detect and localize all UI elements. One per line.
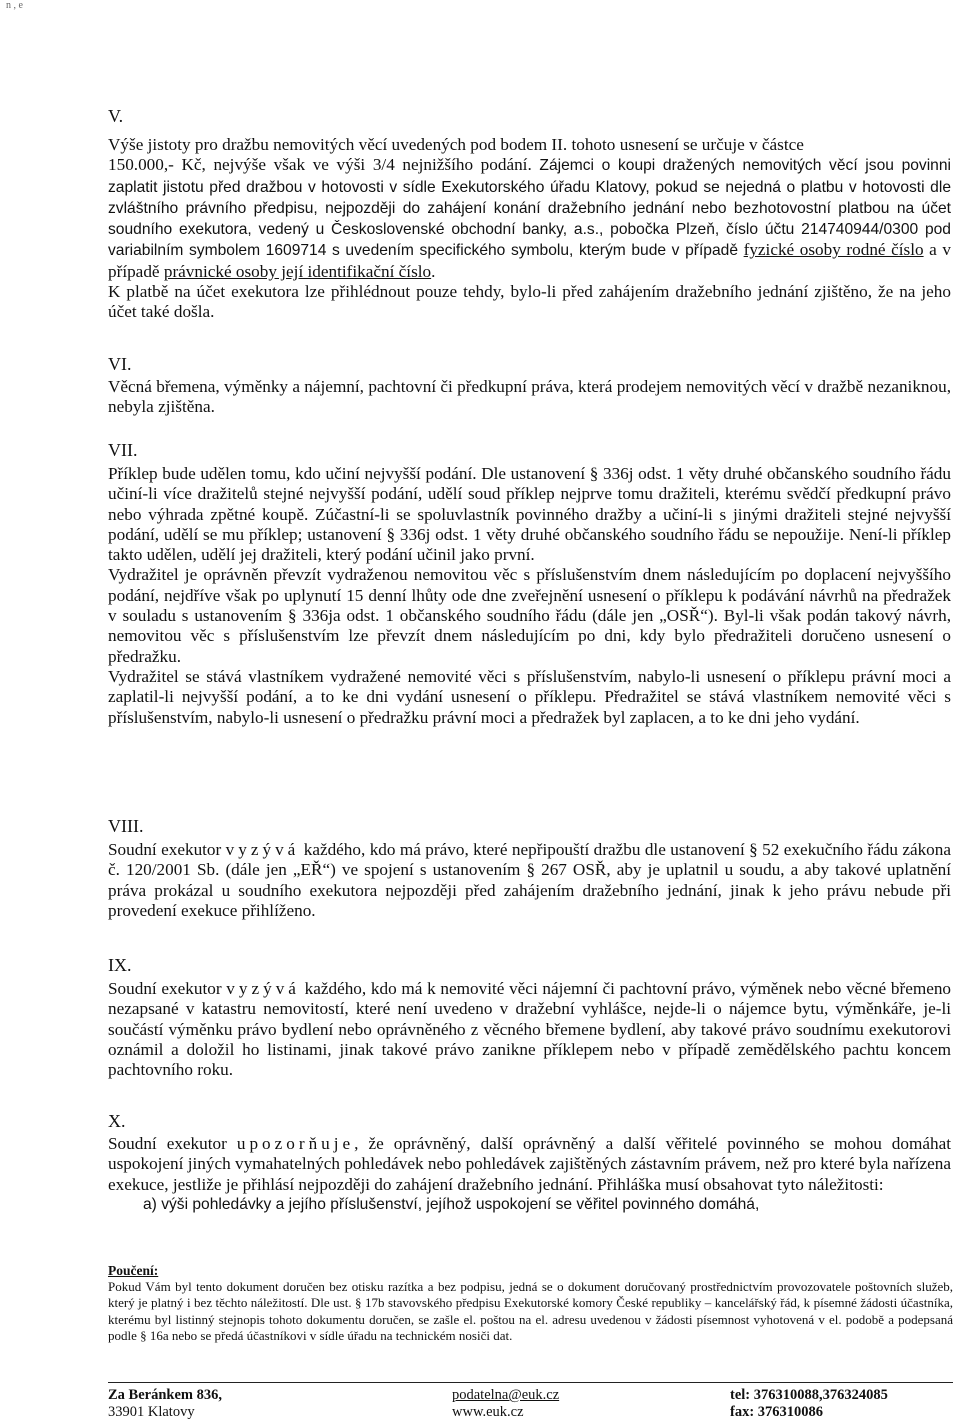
section-viii-spaced: vyzývá	[225, 840, 300, 859]
section-x-body	[108, 1134, 951, 1215]
section-x-paragraph-1	[108, 1134, 951, 1195]
section-v-underline-1: fyzické osoby rodné číslo	[743, 240, 924, 260]
section-x-text-a: Soudní exekutor	[108, 1134, 237, 1153]
footer-contact	[452, 1387, 559, 1421]
footer-email-link[interactable]: podatelna@euk.cz	[452, 1387, 560, 1403]
section-vi-body	[108, 377, 951, 418]
section-viii-text-b: každého, kdo má právo, které nepřipouští dražbu dle ustanovení § 52 exekučního řádu zákona č. 120/2001 Sb. (dále jen „EŘ“) ve spojení s ustanovením § 267 OSŘ, aby je uplatnil u soudu, a aby takové uplatnění práva prokázal u soudního exekutora nejpozději před zahájením dražebního jednání, jinak k jeho právu nebude při provedení exekuce přihlíženo.	[108, 840, 951, 920]
section-vii-paragraph-3: Vydražitel se stává vlastníkem vydražené nemovité věci s příslušenstvím, nabylo-li usnesení o příklepu právní moci a zaplatil-li nejvyšší podání, a to ke dni vydání usnesení o příklepu. Předražitel se stává vlastníkem nemovité věci s příslušenstvím, nabylo-li usnesení o předražku právní moci a předražek byl zaplacen, a to ke dni jeho vydání.	[108, 666, 951, 727]
section-x-heading: X.	[108, 1111, 126, 1131]
footer-address	[108, 1387, 222, 1421]
section-viii-body	[108, 840, 951, 921]
scan-marks: n , e	[6, 0, 23, 11]
section-vii-heading: VII.	[108, 440, 138, 460]
footer-tel: tel: 376310088,376324085	[730, 1387, 888, 1403]
section-vi-paragraph-1: Věcná břemena, výměnky a nájemní, pachtovní či předkupní práva, která prodejem nemovitých věcí v dražbě nezaniknou, nebyla zjištěna.	[108, 377, 951, 417]
footer-web-link[interactable]: www.euk.cz	[452, 1404, 524, 1420]
section-ix-text-b: každého, kdo má k nemovité věci nájemní či pachtovní právo, výměnek nebo věcné břemeno nezapsané v katastru nemovitostí, které není uvedeno v dražební vyhlášce, nejde-li o nájemce bytu, výměnkáře, je-li součástí výměnku právo bydlení nebo oprávněného z věcného břemene bydlení, aby takové právo soudnímu exekutorovi oznámil a doložil ho listinami, jinak takové právo zanikne příklepem nebo v případě zemědělského pachtu koncem pachtovního roku.	[108, 979, 952, 1080]
section-v-text-a: Výše jistoty pro dražbu nemovitých věcí uvedených pod bodem II. tohoto usnesení se určuje v částce	[108, 135, 804, 154]
footer-divider	[108, 1382, 953, 1383]
section-viii-text-a: Soudní exekutor	[108, 840, 226, 859]
footer-phone	[730, 1387, 888, 1421]
section-vii-paragraph-2: Vydražitel je oprávněn převzít vydraženou nemovitou věc s příslušenstvím dnem následujícím po doplacení nejvyššího podání, nejdříve však po uplynutí 15 denní lhůty ode dne zveřejnění usnesení o příklepu k podávání návrhů na předražek v souladu s ustanovením § 336ja odst. 1 občanského soudního řádu (dále jen „OSŘ“). Byl-li však podán takový návrh, nemovitou věc s příslušenstvím lze převzít dnem následujícím po dni, kdy bylo předražiteli doručeno usnesení o předražku.	[108, 565, 951, 666]
footer-address-line-2: 33901 Klatovy	[108, 1404, 195, 1420]
section-x-item-a: a) výši pohledávky a jejího příslušenství, jejíhož uspokojení se věřitel povinného domáhá,	[143, 1195, 760, 1213]
footer-fax: fax: 376310086	[730, 1404, 824, 1420]
notice-block	[108, 1263, 953, 1344]
section-vii-paragraph-1: Příklep bude udělen tomu, kdo učiní nejvyšší podání. Dle ustanovení § 336j odst. 1 věty druhé občanského soudního řádu učiní-li více dražitelů stejné nejvyšší podání, udělí soud příklep nejprve tomu dražiteli, kterému svědčí předkupní právo nebo výhrada zpětné koupě. Zúčastní-li se spoluvlastník povinného dražby a učiní-li s jinými dražiteli stejné nejvyšší podání, udělí se mu příklep; ustanovení § 336j odst. 1 věty druhé občanského soudního řádu se nepoužije. Není-li příklep takto udělen, udělí jej dražiteli, který podání učinil jako první.	[108, 464, 951, 565]
footer-address-line-1: Za Beránkem 836,	[108, 1387, 222, 1403]
section-ix-paragraph-1	[108, 979, 951, 1080]
section-v-body	[108, 135, 951, 323]
section-v-paragraph-1	[108, 135, 951, 282]
section-vi-heading: VI.	[108, 354, 132, 374]
section-v-text-b: 150.000,- Kč, nejvýše však ve výši 3/4 nejnižšího podání.	[108, 155, 532, 175]
section-v-text-d: a v případě	[108, 240, 951, 281]
section-v-underline-2: právnické osoby její identifikační číslo	[163, 261, 432, 281]
section-v-text-e: .	[431, 261, 436, 281]
section-x-spaced: upozorňuje	[236, 1134, 355, 1153]
section-v-text-c: Zájemci o koupi dražených nemovitých věcí jsou povinni zaplatit jistotu před dražbou v hotovosti v sídle Exekutorského úřadu Klatovy, pokud se nejedná o platbu v hotovosti dle zvláštního právního předpisu, nejpozději do zahájení konání dražebního jednání nebo bezhotovostní platbou na účet soudního exekutora, vedený u Československé obchodní banky, a.s., pobočka Plzeň, číslo účtu 214740944/0300 pod variabilním symbolem 1609714 s uvedením specifického symbolu, kterým bude v případě	[108, 157, 951, 260]
section-ix-text-a: Soudní exekutor	[108, 979, 227, 998]
notice-text: Pokud Vám byl tento dokument doručen bez otisku razítka a bez podpisu, jedná se o dokument doručovaný prostřednictvím provozovatele poštovních služeb, který je platný i bez těchto náležitostí. Dle ust. § 17b stavovského předpisu Exekutorské komory České republiky – kancelářský řád, k písemné žádosti účastníka, kterému byl listinný stejnopis tohoto dokumentu doručen, se zašle el. poštou na el. adresu uvedenou v žádosti písemnost vyhotovená v el. podobě a podepsaná podle § 16a nebo se předá účastníkovi v sídle úřadu na technickém nosiči dat.	[108, 1279, 953, 1343]
section-vii-body	[108, 464, 951, 728]
section-viii-heading: VIII.	[108, 816, 144, 836]
section-viii-paragraph-1	[108, 840, 951, 921]
section-ix-heading: IX.	[108, 955, 132, 975]
section-v-paragraph-2: K platbě na účet exekutora lze přihlédnout pouze tehdy, bylo-li před zahájením dražebního jednání zjištěno, že na jeho účet také došla.	[108, 282, 951, 322]
section-x-text-b: , že oprávněný, další oprávněný a další věřitelé povinného se mohou domáhat uspokojení jiných vymahatelných pohledávek nebo pohledávek zajištěných zástavním právem, než pro které byla nařízena exekuce, jestliže je přihlásí nejpozději do zahájení dražebního jednání. Přihláška musí obsahovat tyto náležitosti:	[108, 1134, 951, 1194]
section-v-heading: V.	[108, 106, 124, 126]
section-ix-body	[108, 979, 951, 1080]
section-ix-spaced: vyzývá	[226, 979, 300, 998]
notice-title: Poučení:	[108, 1263, 159, 1278]
